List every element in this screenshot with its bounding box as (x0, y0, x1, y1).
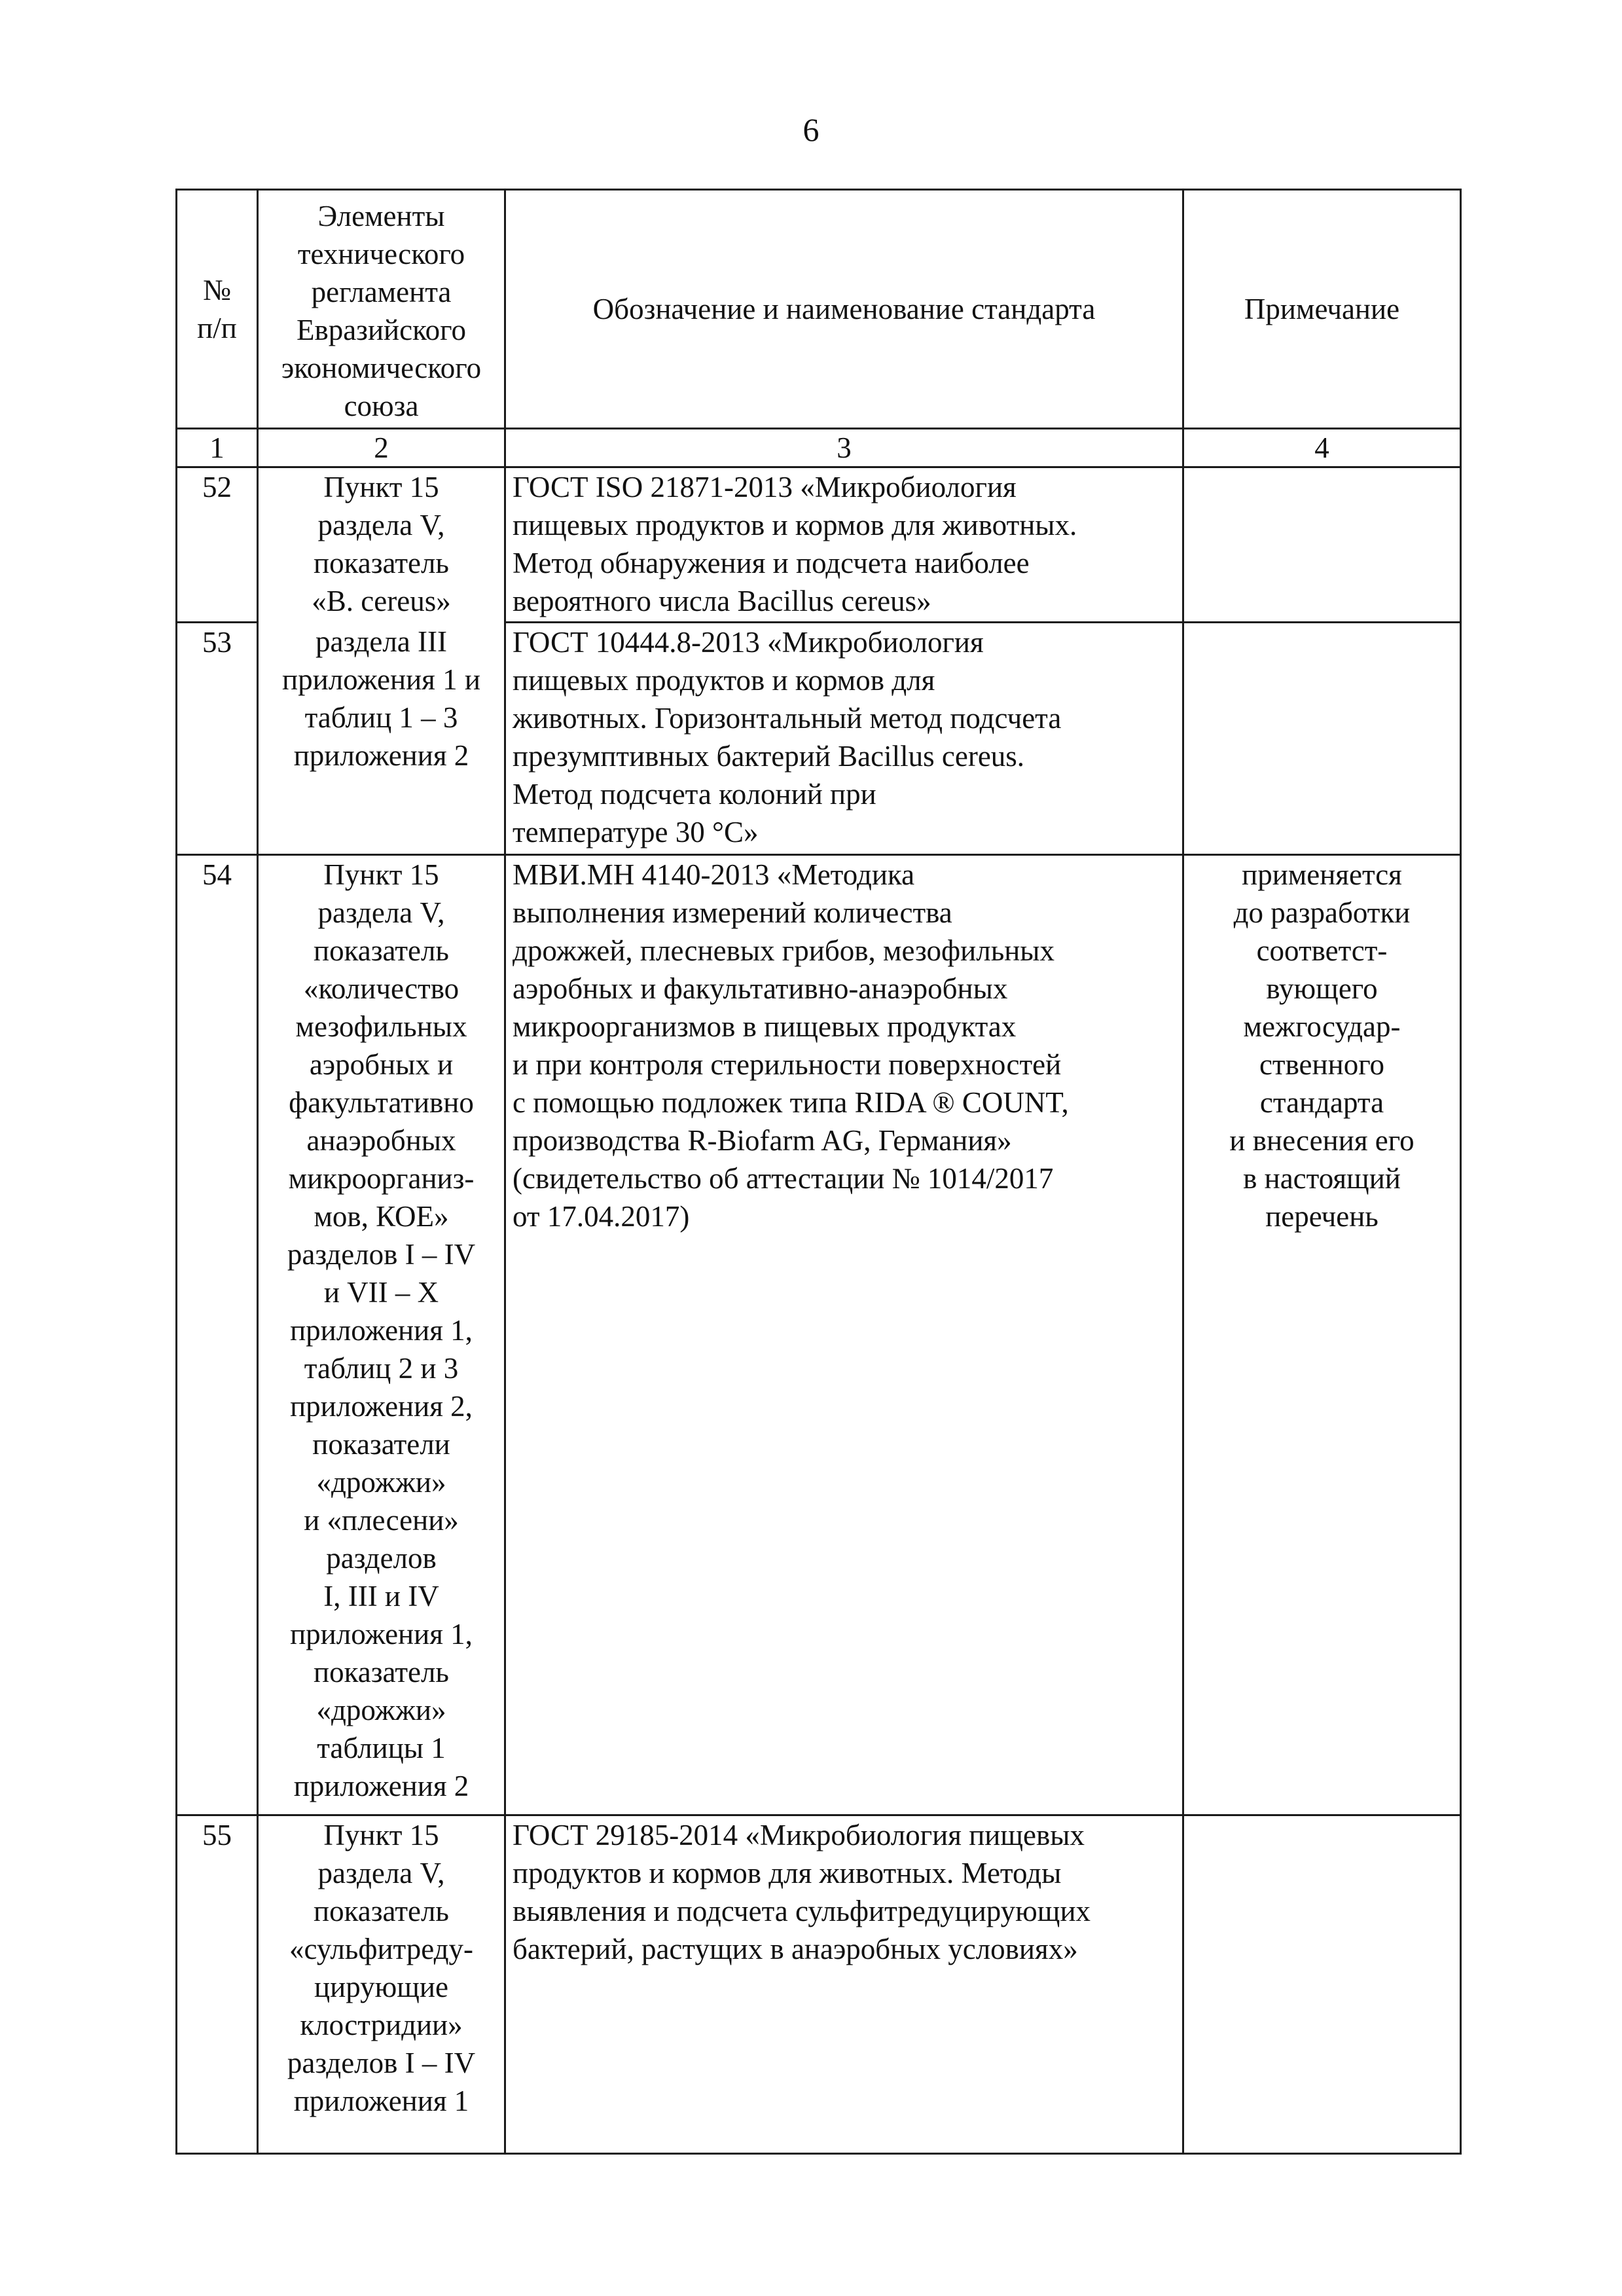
standard-name: ГОСТ ISO 21871-2013 «Микробиология пищевых продуктов и кормов для животных. Метод обнаружения и подсчета наиболее вероятного числа Bacillus cereus» (505, 467, 1183, 623)
header-note: Примечание (1183, 190, 1461, 429)
table-row (177, 1815, 1461, 2154)
standard-name: ГОСТ 29185-2014 «Микробиология пищевых продуктов и кормов для животных. Методы выявления и подсчета сульфитредуцирующих бактерий, растущих в анаэробных условиях» (505, 1815, 1183, 2154)
column-number: 1 (177, 429, 258, 467)
regulation-element: Пункт 15 раздела V, показатель «сульфитреду- цирующие клостридии» разделов I – IV приложения 1 (258, 1815, 505, 2154)
header-number: № п/п (177, 190, 258, 429)
page-number: 6 (802, 111, 820, 148)
table-header-row (177, 190, 1461, 429)
standard-name: МВИ.МН 4140-2013 «Методика выполнения измерений количества дрожжей, плесневых грибов, мезофильных аэробных и факультативно-анаэробных микроорганизмов в пищевых продуктах и при контроля стерильности поверхностей с помощью подложек типа RIDA ® COUNT, производства R-Biofarm AG, Германия» (свидетельство об аттестации № 1014/2017 от 17.04.2017) (505, 855, 1183, 1815)
row-number: 54 (177, 855, 258, 1815)
table-row (177, 855, 1461, 1815)
regulation-element: раздела III приложения 1 и таблиц 1 – 3 приложения 2 (258, 623, 505, 855)
header-standard: Обозначение и наименование стандарта (505, 190, 1183, 429)
column-number: 3 (505, 429, 1183, 467)
table-row (177, 467, 1461, 623)
regulation-element: Пункт 15 раздела V, показатель «количество мезофильных аэробных и факультативно анаэробных микроорганиз- мов, КОЕ» разделов I – IV и VII – X приложения 1, таблиц 2 и 3 приложения 2, показатели «дрожжи» и «плесени» разделов I, III и IV приложения 1, показатель «дрожжи» таблицы 1 приложения 2 (258, 855, 505, 1815)
note (1183, 467, 1461, 623)
standards-table (175, 189, 1462, 2155)
row-number: 55 (177, 1815, 258, 2154)
column-number: 4 (1183, 429, 1461, 467)
note: применяется до разработки соответст- вующего межгосудар- ственного стандарта и внесения его в настоящий перечень (1183, 855, 1461, 1815)
note (1183, 623, 1461, 855)
column-number-row (177, 429, 1461, 467)
note (1183, 1815, 1461, 2154)
regulation-element: Пункт 15 раздела V, показатель «B. cereus» (258, 467, 505, 623)
header-regulation-elements: Элементы технического регламента Евразийского экономического союза (258, 190, 505, 429)
row-number: 52 (177, 467, 258, 623)
table-row (177, 623, 1461, 855)
standard-name: ГОСТ 10444.8-2013 «Микробиология пищевых продуктов и кормов для животных. Горизонтальный метод подсчета презумптивных бактерий Bacillus cereus. Метод подсчета колоний при температуре 30 °C» (505, 623, 1183, 855)
row-number: 53 (177, 623, 258, 855)
column-number: 2 (258, 429, 505, 467)
